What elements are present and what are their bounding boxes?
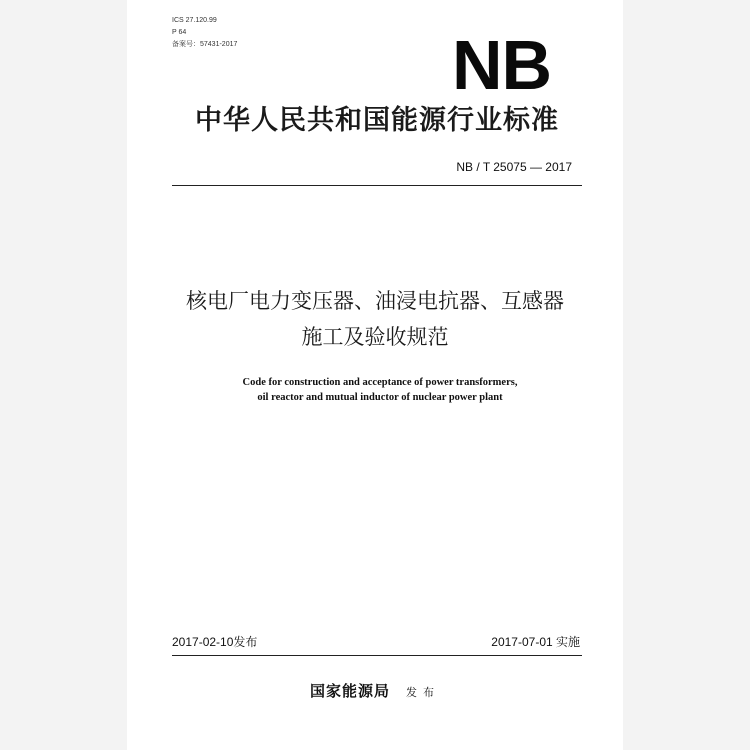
title-english	[150, 375, 610, 405]
title-cn-line1: 核电厂电力变压器、油浸电抗器、互感器	[186, 289, 564, 313]
nb-logo: NB	[452, 26, 552, 104]
classification-block	[172, 15, 237, 51]
publish-action: 发布	[406, 686, 440, 699]
title-en-line2: oil reactor and mutual inductor of nuclear power plant	[257, 392, 503, 403]
top-divider	[172, 185, 582, 186]
bottom-divider	[172, 655, 582, 656]
record-number: 备案号：57431-2017	[172, 41, 238, 48]
title-cn-line2: 施工及验收规范	[301, 325, 449, 349]
ccs-code: P 64	[172, 29, 187, 36]
standard-number: NB / T 25075 — 2017	[456, 160, 572, 174]
org-title: 中华人民共和国能源行业标准	[195, 105, 559, 136]
title-en-line1: Code for construction and acceptance of power transformers,	[242, 377, 518, 388]
issue-date: 2017-02-10发布	[172, 635, 258, 649]
publisher-name: 国家能源局	[309, 682, 390, 700]
ics-code: ICS 27.120.99	[172, 17, 217, 24]
title-chinese	[150, 283, 600, 355]
implement-date: 2017-07-01 实施	[491, 635, 580, 649]
publisher-line	[150, 680, 600, 701]
